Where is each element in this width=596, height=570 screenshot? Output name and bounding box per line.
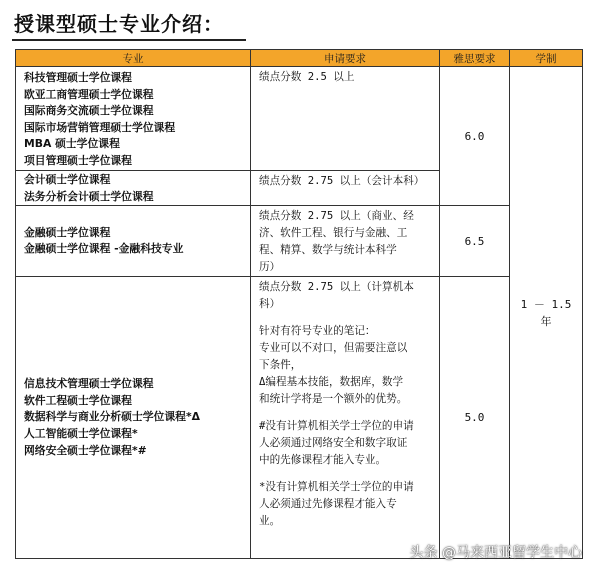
header-major: 专业: [16, 50, 251, 67]
major-item: 国际市场营销管理硕士学位课程: [24, 120, 176, 134]
major-item: 会计硕士学位课程: [24, 173, 111, 186]
requirement-text: 历）: [259, 261, 281, 274]
major-item: 金融硕士学位课程 -金融科技专业: [24, 242, 184, 256]
major-item: 科技管理硕士学位课程: [24, 71, 132, 84]
major-list: [16, 67, 251, 171]
major-list: [16, 171, 251, 206]
requirement-cell: [251, 171, 440, 206]
requirement-text: 人必须通过先修课程才能入专: [259, 498, 397, 511]
major-item: 项目管理硕士学位课程: [24, 153, 132, 167]
requirement-text: 绩点分数 2.5 以上: [259, 71, 355, 83]
major-item: MBA 硕士学位课程: [24, 137, 120, 151]
header-ielts: 雅思要求: [440, 50, 510, 67]
table-row: [16, 67, 583, 171]
table-header-row: [16, 50, 583, 67]
requirement-text: 济、软件工程、银行与金融、工: [259, 227, 408, 240]
ielts-cell: 6.5: [440, 206, 510, 277]
major-item: 数据科学与商业分析硕士学位课程*Δ: [24, 410, 200, 424]
ielts-cell: 6.0: [440, 67, 510, 206]
requirement-text: 科）: [259, 298, 281, 311]
requirement-text: 绩点分数 2.75 以上（商业、经: [259, 210, 414, 223]
major-list: [16, 206, 251, 277]
requirement-text: 中的先修课程才能入专业。: [259, 454, 387, 467]
requirement-cell: [251, 67, 440, 171]
requirement-text: 绩点分数 2.75 以上（计算机本: [259, 281, 414, 294]
major-item: 网络安全硕士学位课程*#: [24, 443, 147, 457]
requirement-text: #没有计算机相关学士学位的申请: [259, 420, 414, 433]
duration-unit: 年: [540, 314, 552, 328]
requirement-text: *没有计算机相关学士学位的申请: [259, 481, 414, 494]
page-title: 授课型硕士专业介绍：: [14, 12, 224, 36]
requirement-text: 绩点分数 2.75 以上（会计本科）: [259, 175, 425, 187]
major-item: 信息技术管理硕士学位课程: [24, 377, 154, 391]
major-item: 人工智能硕士学位课程*: [24, 426, 138, 440]
major-item: 软件工程硕士学位课程: [24, 393, 132, 407]
major-item: 国际商务交流硕士学位课程: [24, 104, 154, 118]
major-item: 欧亚工商管理硕士学位课程: [24, 87, 154, 101]
major-item: 法务分析会计硕士学位课程: [24, 189, 154, 203]
header-requirement: 申请要求: [251, 50, 440, 67]
major-item: 金融硕士学位课程: [24, 225, 111, 239]
title-underline: [12, 39, 246, 41]
table-row: [16, 206, 583, 277]
major-list: [16, 277, 251, 559]
programs-table: [15, 49, 583, 559]
requirement-text: 下条件，: [259, 359, 302, 372]
requirement-cell: [251, 206, 440, 277]
table-row: [16, 277, 583, 559]
duration-cell: [510, 67, 583, 559]
header-duration: 学制: [510, 50, 583, 67]
ielts-cell: 5.0: [440, 277, 510, 559]
requirement-text: 和统计学将是一个额外的优势。: [259, 393, 408, 406]
watermark: 头条 @马来西亚留学生中心: [409, 545, 582, 561]
requirement-text: 专业可以不对口，但需要注意以: [259, 342, 408, 355]
requirement-text: 程、精算、数学与统计本科学: [259, 244, 397, 257]
requirement-text: 针对有符号专业的笔记：: [259, 325, 376, 338]
requirement-text: 人必须通过网络安全和数字取证: [259, 437, 408, 450]
duration-value: 1 － 1.5: [520, 297, 572, 311]
requirement-cell: [251, 277, 440, 559]
requirement-text: 业。: [259, 515, 281, 528]
requirement-text: Δ编程基本技能，数据库，数学: [259, 376, 404, 389]
